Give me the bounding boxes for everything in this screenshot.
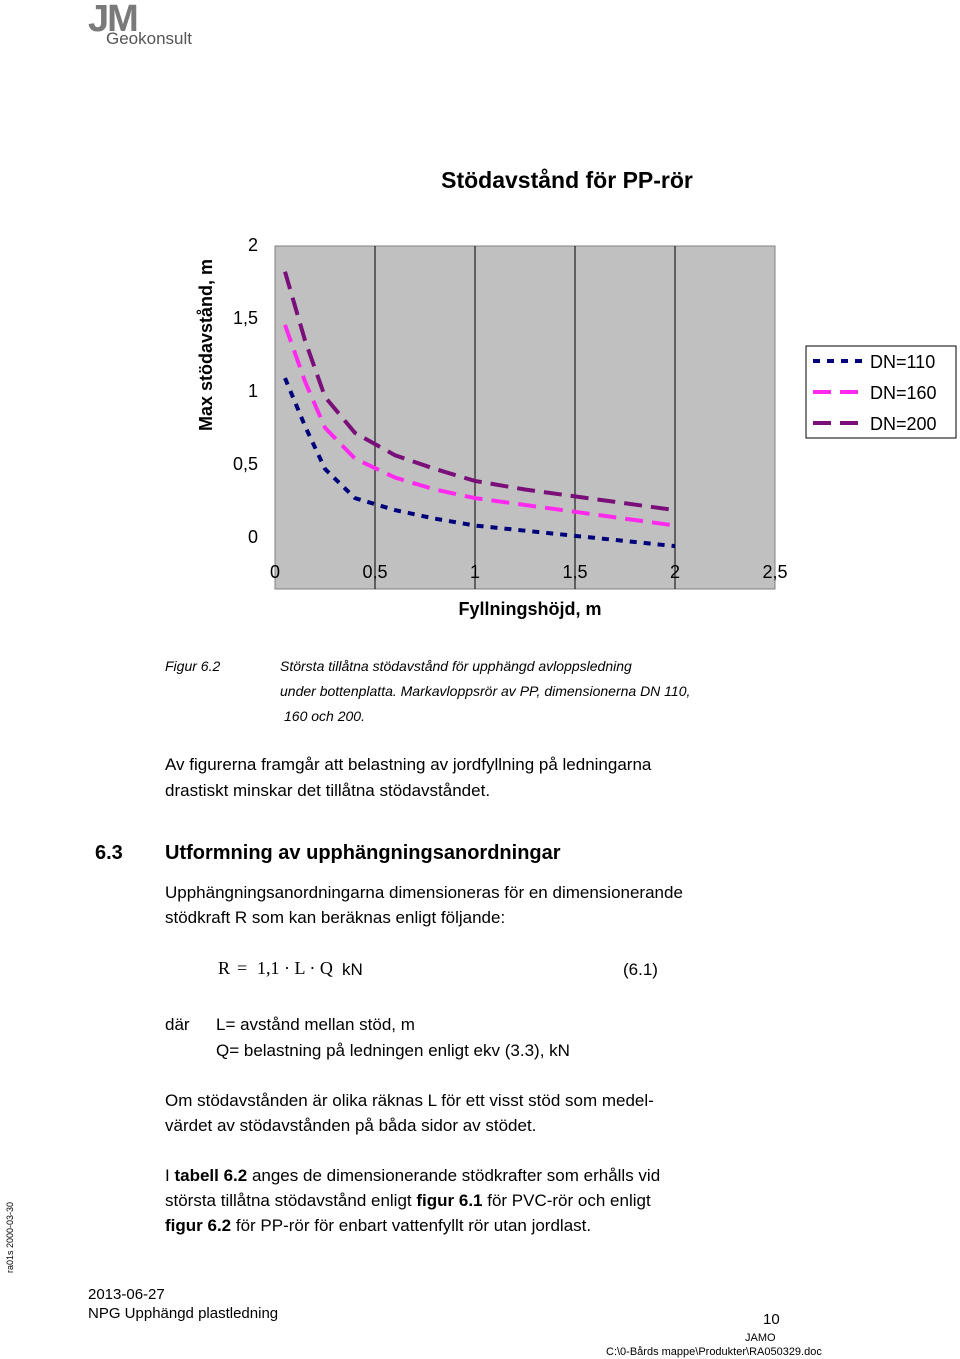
caption-line-3: 160 och 200. <box>284 708 365 724</box>
x-axis-label: Fyllningshöjd, m <box>458 599 602 619</box>
section-number: 6.3 <box>95 842 123 864</box>
formula-lhs: R <box>218 958 231 978</box>
y-tick-label: 0,5 <box>232 454 258 474</box>
where-line-2: Q= belastning på ledningen enligt ekv (3.3), kN <box>216 1041 570 1060</box>
legend-label: DN=110 <box>870 352 936 372</box>
figure-ref-1: figur 6.1 <box>416 1191 483 1210</box>
table-ref: tabell 6.2 <box>174 1166 248 1185</box>
formula-number: (6.1) <box>623 960 658 979</box>
formula-rhs: 1,1 · L · Q <box>257 958 333 978</box>
y-tick-label: 1 <box>247 381 258 401</box>
logo-mark: JM <box>88 0 137 40</box>
where-line-1: L= avstånd mellan stöd, m <box>216 1015 415 1034</box>
legend <box>806 346 956 438</box>
footer-doc: NPG Upphängd plastledning <box>88 1305 279 1322</box>
figure-label: Figur 6.2 <box>165 658 221 674</box>
y-ticks <box>233 235 258 547</box>
para2-line-1: Upphängningsanordningarna dimensioneras för en dimensionerande <box>165 883 683 902</box>
para3-line-1: Om stödavstånden är olika räknas L för ett visst stöd som medel- <box>165 1091 654 1110</box>
chart <box>0 150 960 630</box>
x-tick-label: 2,5 <box>762 562 788 582</box>
footer-author: JAMO <box>745 1332 776 1344</box>
caption-line-1: Största tillåtna stödavstånd för upphängd avloppsledning <box>280 658 632 674</box>
y-tick-label: 1,5 <box>232 308 258 328</box>
formula-unit: kN <box>342 960 363 979</box>
x-tick-label: 1 <box>469 562 481 582</box>
page-number: 10 <box>763 1311 780 1328</box>
y-axis-label: Max stödavstånd, m <box>196 258 216 432</box>
section-title: Utformning av upphängningsanordningar <box>165 842 561 864</box>
x-tick-label: 1,5 <box>562 562 588 582</box>
side-code: ra01s 2000-03-30 <box>5 1201 15 1273</box>
footer-path: C:\0-Bårds mappe\Produkter\RA050329.doc <box>606 1346 822 1358</box>
para2-line-2: stödkraft R som kan beräknas enligt följande: <box>165 908 506 927</box>
caption-line-2: under bottenplatta. Markavloppsrör av PP, dimensionerna DN 110, <box>280 683 691 699</box>
logo-name: Geokonsult <box>106 29 192 48</box>
para3-line-2: värdet av stödavstånden på båda sidor av stödet. <box>165 1116 537 1135</box>
chart-title: Stödavstånd för PP-rör <box>441 167 693 193</box>
para4-line-1: I tabell 6.2 anges de dimensionerande stödkrafter som erhålls vid <box>165 1166 661 1185</box>
y-tick-label: 0 <box>247 527 258 547</box>
x-tick-label: 2 <box>669 562 681 582</box>
legend-label: DN=160 <box>870 383 937 403</box>
formula-eq: = <box>237 958 248 978</box>
para1-line-2: drastiskt minskar det tillåtna stödavståndet. <box>165 781 491 800</box>
legend-label: DN=200 <box>870 414 937 434</box>
figure-ref-2: figur 6.2 <box>165 1216 232 1235</box>
y-tick-label: 2 <box>247 235 258 255</box>
x-tick-label: 0 <box>269 562 281 582</box>
footer-date: 2013-06-27 <box>88 1286 165 1303</box>
para4-line-2: största tillåtna stödavstånd enligt figur 6.1 för PVC-rör och enligt <box>165 1191 651 1210</box>
x-tick-label: 0,5 <box>362 562 388 582</box>
para1-line-1: Av figurerna framgår att belastning av jordfyllning på ledningarna <box>165 755 652 774</box>
where-label: där <box>165 1015 190 1034</box>
plot-area <box>275 246 775 589</box>
para4-line-3: figur 6.2 för PP-rör för enbart vattenfyllt rör utan jordlast. <box>165 1216 592 1235</box>
